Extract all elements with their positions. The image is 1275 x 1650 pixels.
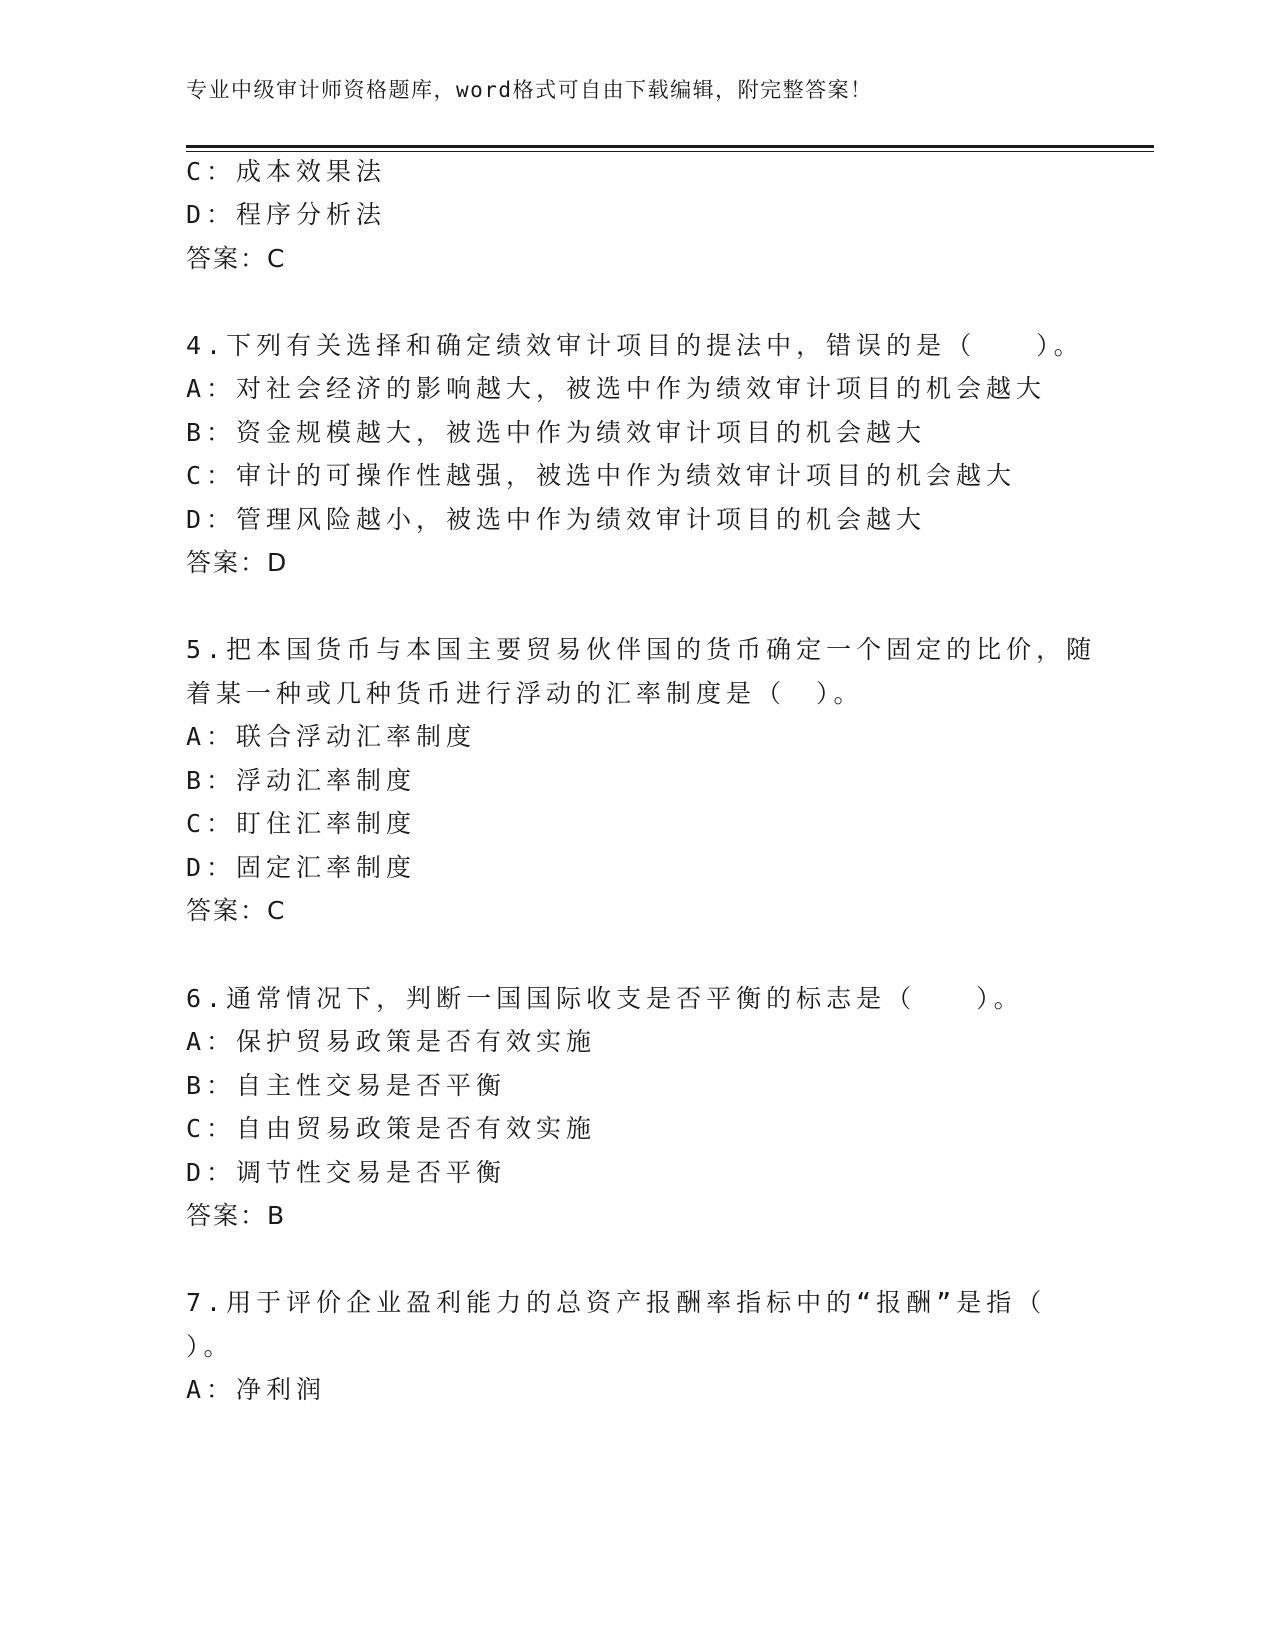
option-c: C：盯住汇率制度	[186, 809, 417, 838]
question-stem-line-2: 着某一种或几种货币进行浮动的汇率制度是（ ）。	[186, 679, 864, 708]
answer: 答案：C	[186, 896, 287, 925]
answer: 答案：B	[186, 1201, 287, 1230]
question-stem-line-2: ）。	[186, 1332, 234, 1361]
question-stem-line-1: 7.用于评价企业盈利能力的总资产报酬率指标中的“报酬”是指（	[186, 1288, 1047, 1317]
option-b: B：浮动汇率制度	[186, 766, 417, 795]
option-d: D：调节性交易是否平衡	[186, 1158, 507, 1187]
question-stem: 4.下列有关选择和确定绩效审计项目的提法中，错误的是（ ）。	[186, 331, 1084, 360]
header-text: 专业中级审计师资格题库，word格式可自由下载编辑，附完整答案！	[186, 78, 873, 102]
option-c: C：成本效果法	[186, 157, 387, 186]
answer: 答案：D	[186, 548, 289, 577]
option-a: A：对社会经济的影响越大，被选中作为绩效审计项目的机会越大	[186, 374, 1047, 403]
header-divider-thin	[186, 151, 1154, 152]
option-d: D：程序分析法	[186, 200, 387, 229]
option-a: A：联合浮动汇率制度	[186, 722, 477, 751]
question-stem-line-1: 5.把本国货币与本国主要贸易伙伴国的货币确定一个固定的比价，随	[186, 635, 1097, 664]
option-c: C：审计的可操作性越强，被选中作为绩效审计项目的机会越大	[186, 461, 1017, 490]
option-a: A：净利润	[186, 1375, 327, 1404]
option-b: B：自主性交易是否平衡	[186, 1071, 507, 1100]
option-d: D：管理风险越小，被选中作为绩效审计项目的机会越大	[186, 505, 927, 534]
answer: 答案：C	[186, 244, 287, 273]
option-d: D：固定汇率制度	[186, 853, 417, 882]
question-stem: 6.通常情况下，判断一国国际收支是否平衡的标志是（ ）。	[186, 984, 1024, 1013]
option-a: A：保护贸易政策是否有效实施	[186, 1027, 597, 1056]
header-divider-thick	[186, 145, 1154, 148]
option-b: B：资金规模越大，被选中作为绩效审计项目的机会越大	[186, 418, 927, 447]
option-c: C：自由贸易政策是否有效实施	[186, 1114, 597, 1143]
